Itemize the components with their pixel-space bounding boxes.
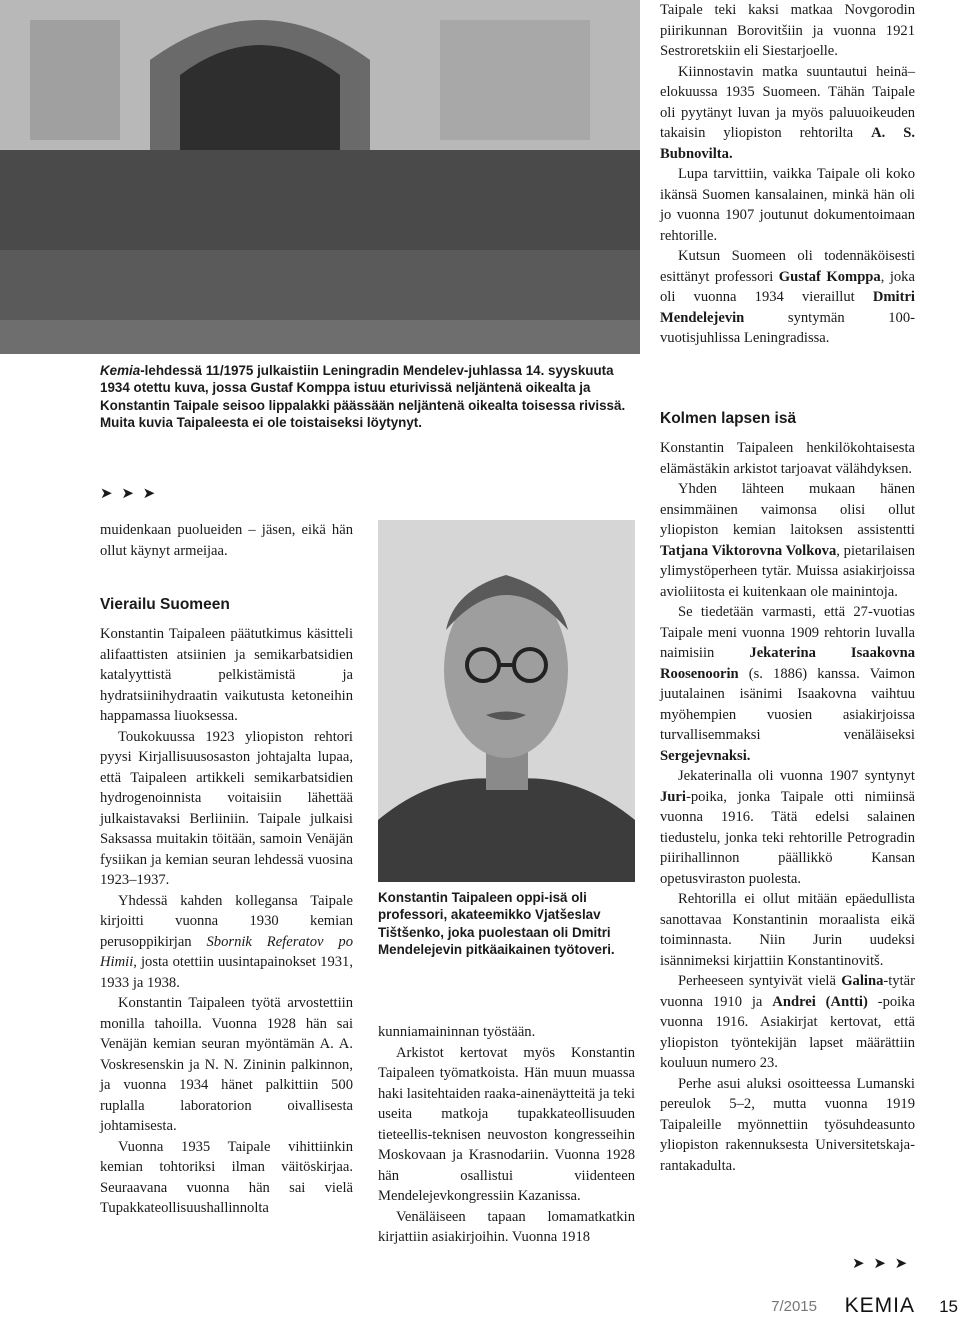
paragraph: Perhe asui aluksi osoitteessa Lumanski pereulok 5–2, mutta vuonna 1919 Taipaleille myönnettiin työsuhdeasunto yliopiston rakennuksesta Universitetskaja-rantakadulta. [660, 1075, 915, 1174]
column-1 [100, 520, 353, 561]
paragraph: Vuonna 1935 Taipale vihittiinkin kemian tohtoriksi ilman väitöskirjaa. Seuraavana vuonna hän sai vielä Tupakkateollisuushallinnolta [100, 1138, 353, 1216]
person-name: Jekaterina Isaakovna Roosenoorin [660, 645, 915, 682]
paragraph: Konstantin Taipaleen henkilökohtaisesta elämästäkin arkistot tarjoavat välähdyksen. [660, 440, 915, 477]
paragraph: Rehtorilla ei ollut mitään epäedullista sanottavaa Konstantinin moraalista eikä toiminnasta. Niin Jurin uudeksi isännimeksi kirjattiin Konstantinovitš. [660, 891, 915, 969]
caption-magazine: Kemia [100, 363, 141, 378]
paragraph: Konstantin Taipaleen työtä arvostettiin monilla tahoilla. Vuonna 1928 hän sai Venäjän kemian seuran myöntämän A. A. Voskresenskin ja N. N. Zininin palkinnon, ja vuonna 1934 hänet palkittiin 500 ruplalla laboratorion oivallisesta johtamisesta. [100, 995, 353, 1134]
paragraph: Perheeseen syntyivät vielä Galina-tytär vuonna 1910 ja Andrei (Antti) -poika vuonna 1916. Asiakirjat kertovat, että yliopiston työntekijän lapset määrättiin kouluun numero 23. [660, 973, 915, 1071]
portrait-photo [378, 520, 635, 882]
paragraph: Arkistot kertovat myös Konstantin Taipaleen työmatkoista. Hän muun muassa haki lasitehtaiden raaka-ainenäytteitä ja teki useita matkoja tupakkateollisuuden tieteellis-teknisen neuvoston kongresseihin Moskovaan ja Krasnodariin. Vuonna 1928 hän osallistui viidenteen Mendelejevkongressiin Kazanissa. [378, 1044, 635, 1204]
portrait-caption: Konstantin Taipaleen oppi-isä oli professori, akateemikko Vjatšeslav Tištšenko, joka puolestaan oli Dmitri Mendelejevin pitkäaikainen työtoveri. [378, 890, 615, 957]
section-heading-visit: Vierailu Suomeen [100, 596, 230, 613]
paragraph: Se tiedetään varmasti, että 27-vuotias Taipale meni vuonna 1909 rehtorin luvalla naimisiin Jekaterina Isaakovna Roosenoorin (s. 1886) kanssa. Vaimon juutalainen isänimi Isaakovna vaihtuu myöhempien vuosien asiakirjoissa turvallisemmaksi venäläiseksi Sergejevnaksi. [660, 604, 915, 764]
page-number: 15 [939, 1297, 958, 1316]
continuation-arrows: ➤ ➤ ➤ [100, 484, 158, 502]
person-name: Tatjana Viktorovna Volkova [660, 542, 837, 559]
issue-number: 7/2015 [771, 1298, 817, 1315]
paragraph: muidenkaan puolueiden – jäsen, eikä hän ollut käynyt armeijaa. [100, 522, 353, 559]
paragraph: Jekaterinalla oli vuonna 1907 syntynyt Juri-poika, jonka Taipale otti nimiinsä vuonna 1916. Tätä edelsi salainen tiedustelu, jonka teki rehtorille Petrogradin piirihallinnon päällikkö Kansan opetusviraston puolesta. [660, 768, 915, 887]
paragraph: Toukokuussa 1923 yliopiston rehtori pyysi Kirjallisuusosaston johtajalta lupaa, että Taipaleen artikkeli semikarbatsidien hydrogenoinnista voitaisiin lähettää julkaistavaksi Berliiniin. Taipale julkaisi Saksassa muitakin töitään, samoin Venäjän fysiikan ja kemian seuran lehdessä vuosina 1923–1937. [100, 728, 353, 888]
continuation-arrows-end: ➤ ➤ ➤ [852, 1254, 910, 1272]
paragraph: Kiinnostavin matka suuntautui heinä–elokuussa 1935 Suomeen. Tähän Taipale oli pyytänyt luvan ja myös paluuoikeuden takaisin yliopiston rehtorilta A. S. Bubnovilta. [660, 63, 916, 162]
group-photo-icon [0, 0, 640, 354]
person-name: Galina [841, 973, 884, 989]
paragraph: Yhdessä kahden kollegansa Taipale kirjoitti vuonna 1930 kemian perusoppikirjan Sbornik Referatov po Himii, josta otettiin uusintapainokset 1931, 1933 ja 1938. [100, 892, 353, 991]
person-name: Sergejevnaksi. [660, 747, 751, 764]
person-name: Juri [660, 788, 686, 805]
section-heading-children: Kolmen lapsen isä [660, 410, 797, 427]
portrait-icon [378, 520, 635, 882]
person-name: Dmitri Mendelejevin [660, 289, 915, 326]
paragraph: Lupa tarvittiin, vaikka Taipale oli koko ikänsä Suomen kansalainen, minkä hän oli jo vuonna 1907 joutunut dokumentoimaan rehtorille. [660, 166, 915, 244]
magazine-logo: KEMIA [844, 1294, 915, 1317]
paragraph: kunniamaininnan työstään. [378, 1024, 536, 1040]
group-photo [0, 0, 640, 354]
paragraph: Venäläiseen tapaan lomamatkatkin kirjattiin asiakirjoihin. Vuonna 1918 [378, 1208, 635, 1245]
paragraph: Konstantin Taipaleen päätutkimus käsitteli alifaattisten atsiinien ja semikarbatsidien katalyyttistä pelkistämistä ja hydratsiinihydraatin vaikutusta ketoneihin happamassa liuoksessa. [100, 626, 353, 724]
column-3-top [660, 0, 915, 349]
book-title: Sbornik Referatov po Himii [100, 933, 353, 970]
paragraph: Kutsun Suomeen oli todennäköisesti esittänyt professori Gustaf Komppa, joka oli vuonna 1934 vieraillut Dmitri Mendelejevin syntymän 100-vuotisjuhlissa Leningradissa. [660, 248, 915, 346]
paragraph: Yhden lähteen mukaan hänen ensimmäinen vaimonsa olisi ollut yliopiston kemian laitoksen assistentti Tatjana Viktorovna Volkova, pietarilaisen ylimystöperheen tytär. Muissa asiakirjoissa avioliitosta ei kuitenkaan ole mainintoja. [660, 481, 915, 600]
person-name: Gustaf Komppa [778, 268, 881, 285]
person-name: A. S. Bubnovilta. [660, 125, 916, 162]
column-1-body [100, 624, 353, 1219]
column-2 [378, 1022, 635, 1248]
caption-text: -lehdessä 11/1975 julkaistiin Leningradin Mendelev-juhlassa 14. syyskuuta 1934 otettu kuva, jossa Gustaf Komppa istuu eturivissä neljäntenä oikealta ja Konstantin Taipale seisoo lippalakki päässään neljäntenä oikealta toisessa rivissä. Muita kuvia Taipaleesta ei ole toistaiseksi löytynyt. [100, 363, 626, 430]
photo-caption [100, 362, 640, 431]
page-footer [660, 1295, 960, 1319]
column-3-body [660, 438, 915, 1176]
person-name: Andrei (Antti) [772, 993, 868, 1010]
paragraph: Taipale teki kaksi matkaa Novgorodin piirikunnan Borovitšiin ja vuonna 1921 Sestroretskiin eli Siestarjoelle. [660, 2, 915, 59]
